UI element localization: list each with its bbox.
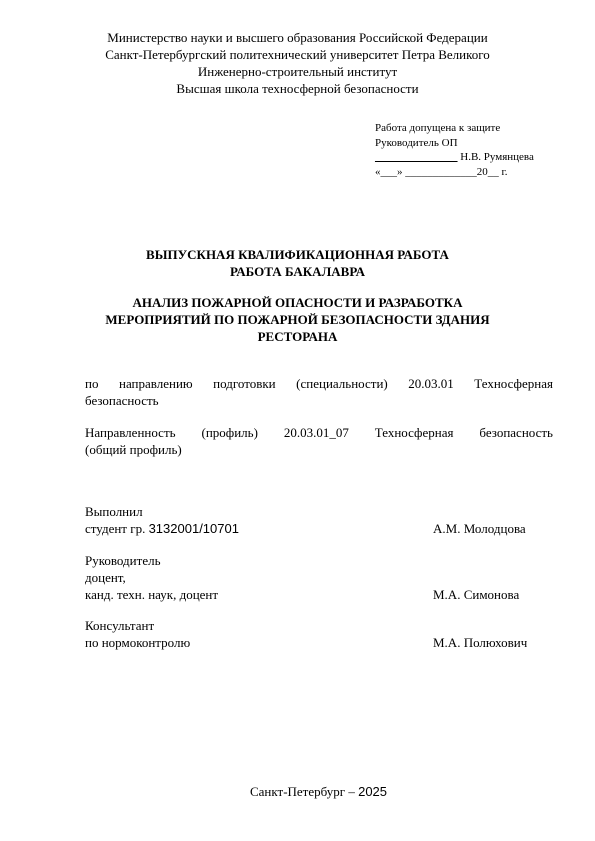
direction-continuation: безопасность	[85, 393, 159, 408]
thesis-topic	[0, 294, 595, 345]
work-kind-line-2: РАБОТА БАКАЛАВРА	[230, 264, 365, 279]
topic-line-1: АНАЛИЗ ПОЖАРНОЙ ОПАСНОСТИ И РАЗРАБОТКА	[132, 295, 463, 310]
profile-word: Техносферная	[374, 425, 454, 440]
supervisor-degree: канд. техн. наук, доцент	[85, 587, 219, 602]
approval-block	[375, 121, 534, 179]
approval-signature-line	[375, 150, 534, 165]
study-direction	[85, 375, 553, 409]
institution-header	[0, 29, 595, 97]
consultant-row	[85, 634, 555, 651]
supervisor-position: доцент,	[85, 570, 126, 585]
supervisor-block	[85, 552, 555, 603]
place-and-year	[0, 783, 595, 800]
profile-word: Направленность	[85, 425, 176, 440]
consultant-label: Консультант	[85, 618, 155, 633]
topic-line-2: МЕРОПРИЯТИЙ ПО ПОЖАРНОЙ БЕЗОПАСНОСТИ ЗДАНИЯ	[105, 312, 490, 327]
approval-role: Руководитель ОП	[375, 136, 458, 149]
performer-row	[85, 520, 555, 537]
supervisor-row	[85, 586, 555, 603]
performer-name: А.М. Молодцова	[433, 521, 526, 536]
profile-word: безопасность	[479, 425, 553, 440]
consultant-name: М.А. Полюхович	[433, 635, 528, 650]
work-kind-line-1: ВЫПУСКНАЯ КВАЛИФИКАЦИОННАЯ РАБОТА	[146, 247, 449, 262]
consultant-role: по нормоконтролю	[85, 635, 191, 650]
direction-code: 20.03.01	[408, 376, 454, 391]
profile-code: 20.03.01_07	[283, 425, 349, 440]
direction-word: Техносферная	[474, 376, 553, 391]
study-profile	[85, 424, 553, 458]
profile-continuation: (общий профиль)	[85, 442, 182, 457]
performer-group-prefix: студент гр.	[85, 521, 149, 536]
approval-date: «___» _____________20__ г.	[375, 165, 508, 178]
university-line: Санкт-Петербургский политехнический университет Петра Великого	[105, 47, 490, 62]
profile-line	[85, 424, 553, 441]
approval-status: Работа допущена к защите	[375, 122, 501, 134]
work-kind-heading	[0, 246, 595, 280]
performer-block	[85, 503, 555, 537]
direction-word: (специальности)	[296, 376, 388, 391]
signature-blank: _______________	[375, 151, 458, 163]
topic-line-3: РЕСТОРАНА	[257, 329, 338, 344]
supervisor-name: М.А. Симонова	[433, 587, 520, 602]
direction-word: подготовки	[213, 376, 276, 391]
direction-line	[85, 375, 553, 392]
performer-group-number: 3132001/10701	[148, 521, 239, 536]
school-line: Высшая школа техносферной безопасности	[176, 81, 419, 96]
profile-word: (профиль)	[201, 425, 258, 440]
direction-word: по	[85, 376, 99, 391]
direction-word: направлению	[119, 376, 193, 391]
footer-city: Санкт-Петербург –	[249, 784, 359, 799]
footer-year: 2025	[358, 784, 388, 799]
performer-label: Выполнил	[85, 504, 143, 519]
ministry-line: Министерство науки и высшего образования Российской Федерации	[107, 30, 488, 45]
program-head-name: Н.В. Румянцева	[460, 151, 534, 163]
institute-line: Инженерно-строительный институт	[197, 64, 398, 79]
consultant-block	[85, 617, 555, 651]
supervisor-label: Руководитель	[85, 553, 161, 568]
